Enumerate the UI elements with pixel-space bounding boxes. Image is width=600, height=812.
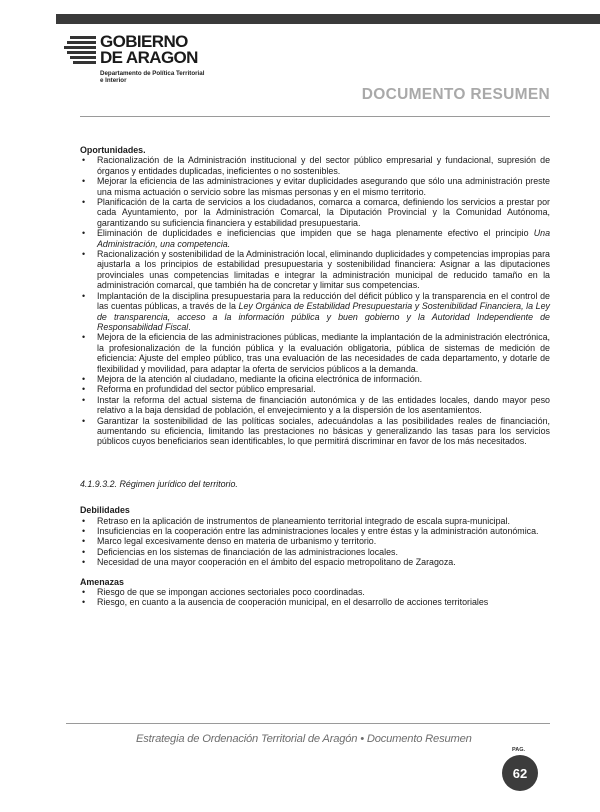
- list-item: • Racionalización y sostenibilidad de la Administración local, eliminando duplicidades y competencias impropias para ajustarla a los principios de estabilidad presupuestaria y sostenibilidad financiera: Asignar a las diputaciones provinciales unas competencias limitadas e integrar la administración municipal de reducido tamaño en la administración comarcal, que también ha de concretar y limitar sus competencias.: [80, 249, 550, 291]
- item-text: Implantación de la disciplina presupuestaria para la reducción del déficit público y la transparencia en el control de las cuentas públicas, a través de la: [97, 290, 550, 312]
- list-item: • Instar la reforma del actual sistema de financiación autonómica y de las entidades locales, dando mayor peso relativo a la baja densidad de población, el envejecimiento y a la dispersión de los asentamientos.: [80, 395, 550, 416]
- list-item: • Marco legal excesivamente denso en materia de urbanismo y territorio.: [80, 536, 550, 546]
- list-item: • Riesgo de que se impongan acciones sectoriales poco coordinadas.: [80, 587, 550, 597]
- footer-divider: [66, 723, 550, 724]
- list-item: • Riesgo, en cuanto a la ausencia de cooperación municipal, en el desarrollo de acciones territoriales: [80, 597, 550, 607]
- list-item: • Retraso en la aplicación de instrumentos de planeamiento territorial integrado de escala supra-municipal.: [80, 516, 550, 526]
- oportunidades-heading: Oportunidades.: [80, 145, 146, 155]
- debilidades-list: [80, 516, 550, 568]
- list-item: • Reforma en profundidad del sector público empresarial.: [80, 384, 550, 394]
- debilidades-heading: Debilidades: [80, 505, 130, 516]
- logo-subtitle: Departamento de Política Territorial e Interior: [100, 70, 205, 84]
- list-item: [80, 228, 550, 249]
- list-item: • Deficiencias en los sistemas de financiación de las administraciones locales.: [80, 547, 550, 557]
- aragon-emblem-icon: [64, 34, 96, 68]
- gobierno-aragon-logo: [64, 34, 224, 94]
- header-divider: [80, 116, 550, 117]
- item-italic-text: Una Administración, una competencia.: [97, 228, 550, 249]
- section-title: 4.1.9.3.2. Régimen jurídico del territorio.: [80, 478, 238, 489]
- document-title: DOCUMENTO RESUMEN: [361, 86, 550, 103]
- oportunidades-list: [80, 155, 550, 446]
- list-item: • Necesidad de una mayor cooperación en el ámbito del espacio metropolitano de Zaragoza.: [80, 557, 550, 567]
- amenazas-heading: Amenazas: [80, 576, 124, 587]
- page-label: PAG.: [512, 747, 526, 753]
- item-italic-text: Ley Orgánica de Estabilidad Presupuestaria y Sostenibilidad Financiera, la Ley de transparencia, acceso a la información pública y buen gobierno y la Autoridad Independiente de Responsabilidad Fiscal: [97, 301, 550, 332]
- list-item: • Mejorar la eficiencia de las administraciones y evitar duplicidades asegurando que sólo una administración preste una misma actuación o servicio sobre las mismas personas y en el mismo territorio.: [80, 176, 550, 197]
- page-content: [80, 145, 550, 608]
- page-number: 62: [512, 765, 528, 781]
- amenazas-list: [80, 587, 550, 608]
- list-item: • Racionalización de la Administración institucional y del sector público empresarial y fundacional, supresión de órganos y entidades duplicadas, ineficientes o no sostenibles.: [80, 155, 550, 176]
- list-item: [80, 291, 550, 333]
- list-item: • Mejora de la atención al ciudadano, mediante la oficina electrónica de información.: [80, 374, 550, 384]
- list-item: • Mejora de la eficiencia de las administraciones públicas, mediante la implantación de la administración electrónica, la profesionalización de la función pública y la evaluación obligatoria, pública de sistemas de medición de eficiencia: Ajuste del empleo público, tras una evaluación de las necesidades de cada departamento, y dotarle de flexibilidad y movilidad, para adaptar la oferta de servicios públicos a la demanda.: [80, 332, 550, 374]
- top-bar: [56, 14, 600, 24]
- page-number-badge: [502, 755, 538, 791]
- spacer: [80, 568, 550, 577]
- list-item: • Insuficiencias en la cooperación entre las administraciones locales y entre éstas y la administración autonómica.: [80, 526, 550, 536]
- list-item: • Garantizar la sostenibilidad de las políticas sociales, adecuándolas a las posibilidades reales de financiación, aumentando su eficiencia, limitando las prestaciones no básicas y generalizando las tasas para los servicios públicos cuyos beneficiarios sean identificables, lo que permitirá discriminar en favor de los más necesitados.: [80, 416, 550, 447]
- logo-title: GOBIERNO DE ARAGON: [100, 32, 198, 67]
- list-item: • Planificación de la carta de servicios a los ciudadanos, comarca a comarca, definiendo los servicios a prestar por cada Ayuntamiento, por la Administración Comarcal, la Diputación Provincial y la Comunidad Autónoma, garantizando su suficiencia financiera y estabilidad presupuestaria.: [80, 197, 550, 228]
- item-text: .: [188, 321, 191, 332]
- footer-title: Estrategia de Ordenación Territorial de Aragón • Documento Resumen: [136, 733, 472, 745]
- item-text: Eliminación de duplicidades e ineficiencias que impiden que se haga plenamente efectivo el principio: [97, 228, 534, 239]
